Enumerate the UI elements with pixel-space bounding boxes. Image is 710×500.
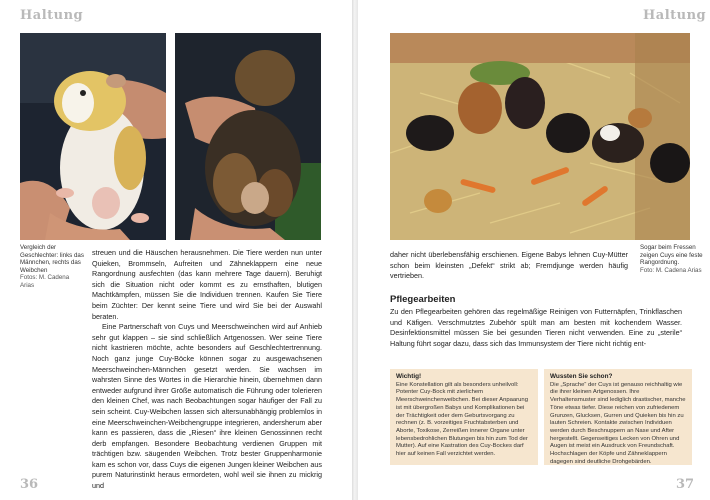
- caption-credit: Fotos: M. Cadena Arias: [20, 274, 70, 289]
- page-number-right: 37: [676, 477, 695, 492]
- page-number-left: 36: [20, 477, 39, 492]
- paragraph: streuen und die Häuschen herausnehmen. Die Tiere werden nun unter Quieken, Brommseln, Aufreiten und Zähneklappern eine neue Rangordnung ausfechten (das kann mehrere Tage dauern). Beruhigt sich die Situation nicht oder kommt es zu ernsthaften, blutigen Machtkämpfen, müssen Sie die Individuen trennen. Kaufen Sie Tiere beim Züchter: Der kennt seine Tiere und wird Sie bei der Auswahl beraten.: [92, 248, 322, 321]
- left-page: [0, 0, 352, 500]
- box-text: Eine Konstellation gilt als besonders unheilvoll: Potenter Cuy-Bock mit zierlichem Meerschweinchenweibchen. Bei dieser Anpaarung ist mit übergroßen Babys und Komplikationen bei der Trächtigkeit oder dem Geburtsvorgang zu rechnen (z. B. vorzeitiges Fruchtabsterben und Aborte, Toxikose, Zerreißen innerer Organe unter lebensbedrohlichen Blutungen bis hin zum Tod der Mutter). Auf eine Kastration des Cuy-Bockes darf hier auf keinen Fall verzichtet werden.: [396, 381, 528, 458]
- guinea-pig-photo-illustration: [20, 33, 166, 240]
- box-title: Wichtig!: [396, 373, 422, 380]
- section-title-right: Haltung: [643, 8, 707, 23]
- caption-credit: Foto: M. Cadena Arias: [640, 266, 702, 274]
- box-title: Wussten Sie schon?: [550, 373, 613, 380]
- body-text-right-intro: [390, 250, 628, 282]
- heading-pflegearbeiten: Pflegearbeiten: [390, 294, 456, 305]
- photo-caption-right: [640, 244, 706, 274]
- paragraph: daher nicht überlebensfähig erschienen. Eigene Babys lehnen Cuy-Mütter schon beim kleinsten „Defekt“ strikt ab; Fremdjunge werden häufig vertrieben.: [390, 250, 628, 281]
- body-text-right-care: [390, 307, 682, 349]
- body-text-left: [92, 248, 322, 492]
- photo-female-guinea-pig: [175, 33, 321, 240]
- paragraph: Eine Partnerschaft von Cuys und Meerschweinchen wird auf Anhieb sehr gut klappen – sie sind schließlich Artgenossen. Wer seine Tiere nicht kastrieren möchte, achte besonders auf Geschlechtertrennung. Noch ganz junge Cuy-Böcke können sogar zu ausgewachsenen Meerschweinchen-Männchen gesetzt werden. Sie wachsen im wahrsten Sinne des Wortes in die Hierarchie hinein, übernehmen dann entweder aufgrund ihrer Größe automatisch die Führung oder tolerieren den kleinen Chef, was nach Beobachtungen sogar häufiger der Fall zu sein scheint. Cuy-Weibchen lassen sich altersunabhängig problemlos in eine Meerschweinchen-Weibchengruppe integrieren, andersherum aber kann es passieren, dass die „Riesen“ ihre kleinen Genossinnen recht derb empfangen. Besondere Beobachtung verdienen Gruppen mit trächtigen bzw. säugenden Weibchen. Trotz bester Gruppenharmonie kam es schon vor, dass Cuys die eigenen Jungen kleiner Weibchen aus purem Naturinstinkt heraus ermordeten, wohl weil sie ihnen zu mickrig und: [92, 322, 322, 491]
- caption-text: Vergleich der Geschlechter: links das Männchen, rechts das Weibchen: [20, 244, 84, 274]
- info-box-important: [390, 369, 538, 465]
- paragraph: Zu den Pflegearbeiten gehören das regelmäßige Reinigen von Futternäpfen, Trinkflaschen und Käfigen. Verschmutztes Zubehör spült man am besten mit kochendem Wasser. Desinfektionsmittel müssen Sie bei gesunden Tieren nicht verwenden. Eine zu „sterile“ Haltung führt sogar dazu, dass sich das Immunsystem der Tiere nicht richtig ent-: [390, 307, 682, 348]
- photo-male-guinea-pig: [20, 33, 166, 240]
- guinea-pig-photo-illustration: [175, 33, 321, 240]
- right-page: [358, 0, 710, 500]
- photo-caption-left: [20, 244, 84, 290]
- info-box-did-you-know: [544, 369, 692, 465]
- box-text: Die „Sprache“ der Cuys ist genauso reichhaltig wie die ihrer kleinen Artgenossen. Ihre Verhaltensmuster sind lediglich drastischer, manche Töne etwas tiefer. Diese reichen von zufriedenem Grunzen, Glucksen, Gurren und Quieken bis hin zu lauten Schreien. Kontakte zwischen Individuen werden durch Beschnuppern an Nase und After hergestellt. Gegenseitiges Lecken von Ohren und Augen ist meist ein Ausdruck von Freundschaft. Hochschlagen der Köpfe und Zähneklappern dagegen sind deutliche Drohgebärden.: [550, 381, 686, 465]
- caption-text: Sogar beim Fressen zeigen Cuys eine feste Rangordnung.: [640, 244, 703, 267]
- section-title-left: Haltung: [20, 8, 84, 23]
- guinea-pigs-eating-illustration: [390, 33, 690, 240]
- photo-guinea-pigs-eating: [390, 33, 690, 240]
